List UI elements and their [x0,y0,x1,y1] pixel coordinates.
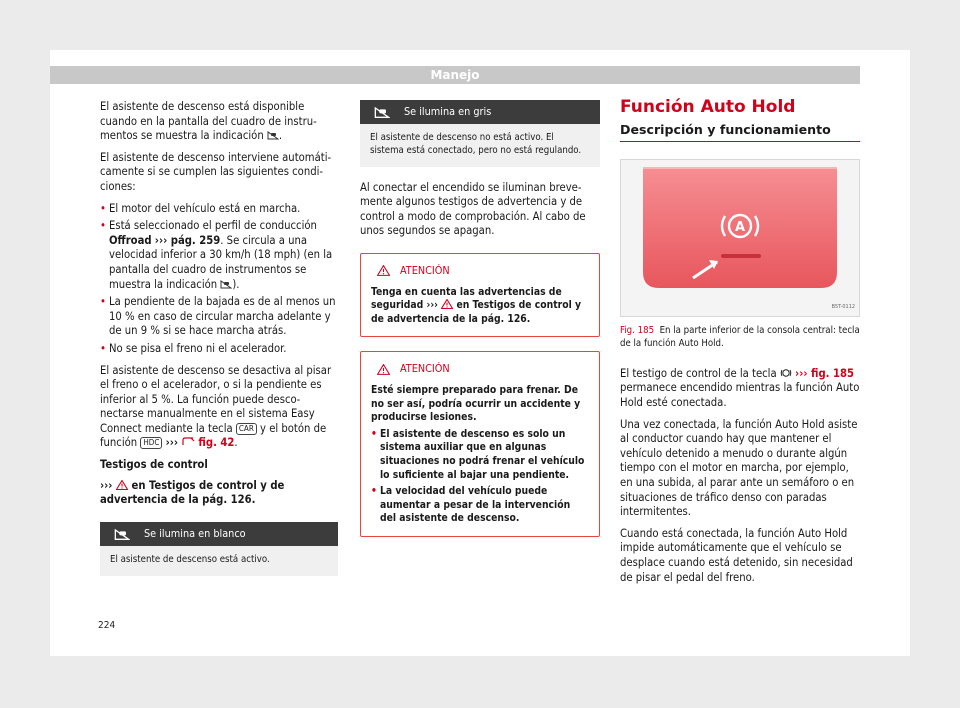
figure-link[interactable]: fig. 42 [198,436,235,450]
warning-title: ATENCIÓN [400,263,450,277]
figure-link[interactable]: ››› fig. 185 [795,366,854,380]
subheading-testigos: Testigos de control [100,458,208,472]
figure-caption: Fig. 185 En la parte inferior de la consola central: tecla de la función Auto Hold. [620,325,860,349]
page-number: 224 [98,620,116,631]
paragraph-function: Una vez conectada, la función Auto Hold asiste al conductor cuando hay que mantener el vehículo detenido a menudo o durante algún tiempo con el motor en marcha, por ejemplo, en una subida, al parar ante un semáforo o en situaciones de tráfico denso con paradas intermitentes. [620,417,858,519]
hill-descent-icon [220,279,232,289]
hdc-key-icon: HDC [140,437,162,449]
auto-hold-icon [780,368,792,378]
hill-descent-icon [114,527,130,541]
list-item: • El asistente de descenso es solo un sistema auxiliar que en algunas situaciones no podrá frenar el vehículo lo suficiente al bajar una pendiente. [371,427,585,481]
svg-text:A: A [734,220,746,236]
column-left [100,100,338,576]
paragraph-availability: El asistente de descenso está disponible cuando en la pantalla del cuadro de instrumentos se muestra la indicación . [100,100,317,143]
list-item: • La velocidad del vehículo puede aumentar a pesar de la intervención del asistente de descenso. [371,485,571,525]
auto-hold-button-illustration [621,160,859,316]
warning-intro: Esté siempre preparado para frenar. De no ser así, podría ocurrir un accidente y producirse lesiones. [371,383,581,424]
paragraph-indicator: El testigo de control de la tecla ››› fig. 185 permanece encendido mientras la función Auto Hold esté conectada. [620,366,860,409]
indicator-description: El asistente de descenso está activo. [110,553,270,565]
warning-icon [377,265,390,276]
list-item: • La pendiente de la bajada es de al menos un 10 % en caso de circular marcha adelante y de un 9 % si se hace marcha atrás. [100,295,336,338]
column-right [620,97,860,592]
warning-icon [377,364,390,375]
warning-link[interactable]: en Testigos de control y de advertencia de la pág. 126 [100,478,285,507]
page-link[interactable]: ››› pág. 259 [154,233,221,247]
hill-descent-icon [374,105,390,119]
indicator-title: Se ilumina en gris [404,104,492,118]
section-header: Manejo [50,66,860,84]
list-item: • Está seleccionado el perfil de conducción Offroad ››› pág. 259. Se circula a una velocidad inferior a 30 km/h (18 mph) (en la pantalla del cuadro de instrumentos se muestra la indicación ). [100,219,333,291]
column-middle [360,100,600,537]
paragraph-hold: Cuando está conectada, la función Auto Hold impide automáticamente que el vehículo se desplace cuando está detenido, sin necesidad de pisar el pedal del freno. [620,526,853,584]
figure-code: B5T-0112 [831,303,855,310]
paragraph-ignition: Al conectar el encendido se iluminan brevemente algunos testigos de advertencia y de control a modo de comprobación. Al cabo de unos segundos se apagan. [360,180,586,238]
figure-auto-hold-button [620,159,860,317]
indicator-box-white [100,522,338,576]
subsection-title: Descripción y funcionamiento [620,123,860,143]
paragraph-deactivation: El asistente de descenso se desactiva al pisar el freno o el acelerador, o si la pendiente es inferior al 5 %. La función puede desconectarse manualmente en el sistema Easy Connect mediante la tecla CAR y el botón de función HDC ››› fig. 42. [100,363,332,450]
warning-icon [116,480,128,490]
warning-icon [441,299,453,309]
warning-box [360,351,600,537]
car-key-icon: CAR [236,423,257,435]
section-title: Función Auto Hold [620,97,796,117]
warning-title: ATENCIÓN [400,362,450,376]
indicator-title: Se ilumina en blanco [144,526,246,540]
indicator-box-grey [360,100,600,167]
paragraph-conditions: El asistente de descenso interviene automáticamente si se cumplen las siguientes condiciones: [100,150,332,193]
indicator-description: El asistente de descenso no está activo. El sistema está conectado, pero no está regulando. [370,132,582,156]
figure-ref-icon [181,437,195,447]
list-item: • No se pisa el freno ni el acelerador. [100,341,287,355]
warning-link[interactable]: en Testigos de control y de advertencia de la pág. 126 [371,299,582,325]
hill-descent-icon [267,130,279,140]
warning-box: ATENCIÓN Tenga en cuenta las advertencias de seguridad ››› en Testigos de control y de advertencia de la pág. 126. [360,253,600,337]
list-item: • El motor del vehículo está en marcha. [100,201,301,215]
paragraph-testigos-ref: ››› en Testigos de control y de advertencia de la pág. 126. [100,478,285,507]
